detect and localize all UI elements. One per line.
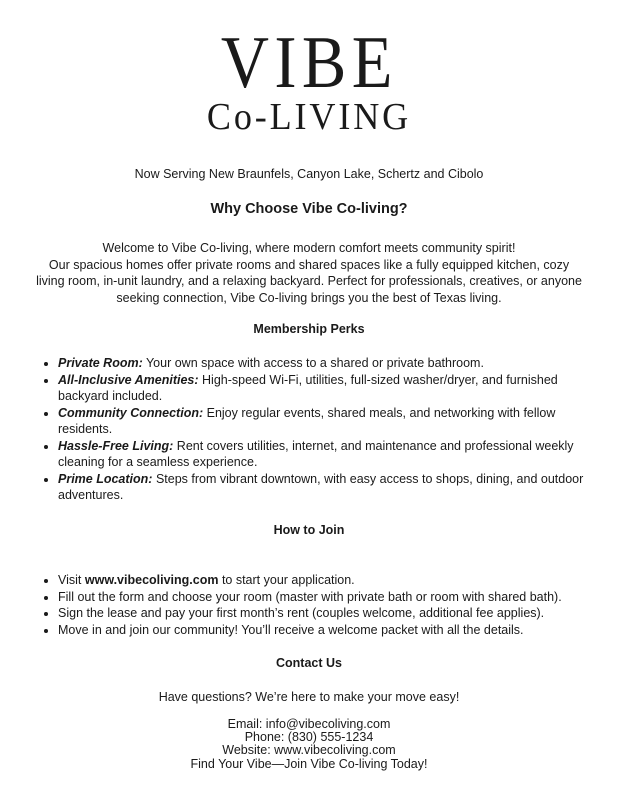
perk-title: Prime Location: [58, 471, 153, 486]
perk-title: Community Connection: [58, 405, 204, 420]
list-item [58, 438, 588, 471]
tagline-text: Find Your Vibe—Join Vibe Co-living Today! [190, 756, 428, 771]
welcome-paragraph [0, 240, 618, 306]
service-area-text: Now Serving New Braunfels, Canyon Lake, Schertz and Cibolo [134, 167, 484, 181]
why-heading: Why Choose Vibe Co-living? [210, 201, 408, 217]
questions-text: Have questions? We’re here to make your move easy! [158, 690, 460, 704]
perk-title: Private Room: [58, 356, 143, 370]
list-item: • Sign the lease and pay your first month’s rent (couples welcome, additional fee applies). [58, 605, 588, 622]
join-heading: How to Join [273, 523, 345, 537]
logo-subtitle: Co-LIVING [206, 96, 412, 138]
perk-text: Steps from vibrant downtown, with easy access to shops, dining, and outdoor adventures. [58, 471, 584, 502]
website-text: Website: www.vibecoliving.com [222, 743, 396, 758]
list-item: • Move in and join our community! You’ll receive a welcome packet with all the details. [58, 622, 588, 639]
perk-text: Enjoy regular events, shared meals, and networking with fellow residents. [58, 405, 556, 436]
list-item [58, 471, 588, 504]
perks-list [38, 355, 588, 504]
website-link[interactable]: www.vibecoliving.com [84, 573, 219, 587]
list-item [58, 572, 588, 589]
contact-block [0, 718, 618, 771]
list-item [58, 355, 588, 372]
contact-heading: Contact Us [276, 656, 342, 670]
welcome-line: Welcome to Vibe Co-living, where modern comfort meets community spirit! [102, 241, 516, 255]
logo-wordmark: VIBE [220, 22, 398, 104]
email-text: Email: info@vibecoliving.com [227, 717, 391, 731]
perk-text: Rent covers utilities, internet, and maintenance and professional weekly cleaning for a seamless experience. [58, 438, 574, 469]
step-text: to start your application. [218, 573, 355, 587]
perk-text: High-speed Wi-Fi, utilities, full-sized washer/dryer, and furnished backyard included. [58, 372, 558, 403]
perk-text: Your own space with access to a shared or private bathroom. [142, 356, 484, 370]
list-item [58, 405, 588, 438]
welcome-body: Our spacious homes offer private rooms and shared spaces like a fully equipped kitchen, cozy living room, in-unit laundry, and a relaxing backyard. Perfect for professionals, creatives, or anyone seeking connection, Vibe Co-living brings you the best of Texas living. [36, 257, 582, 305]
step-text: Visit [58, 573, 85, 587]
perks-heading: Membership Perks [253, 322, 365, 336]
phone-text: Phone: (830) 555-1234 [244, 730, 374, 745]
perk-title: Hassle-Free Living: [58, 438, 174, 453]
join-steps-list [38, 572, 588, 638]
list-item [58, 372, 588, 405]
perk-title: All-Inclusive Amenities: [58, 372, 199, 387]
brand-logo [0, 22, 618, 138]
list-item: • Fill out the form and choose your room (master with private bath or room with shared bath). [58, 589, 588, 606]
